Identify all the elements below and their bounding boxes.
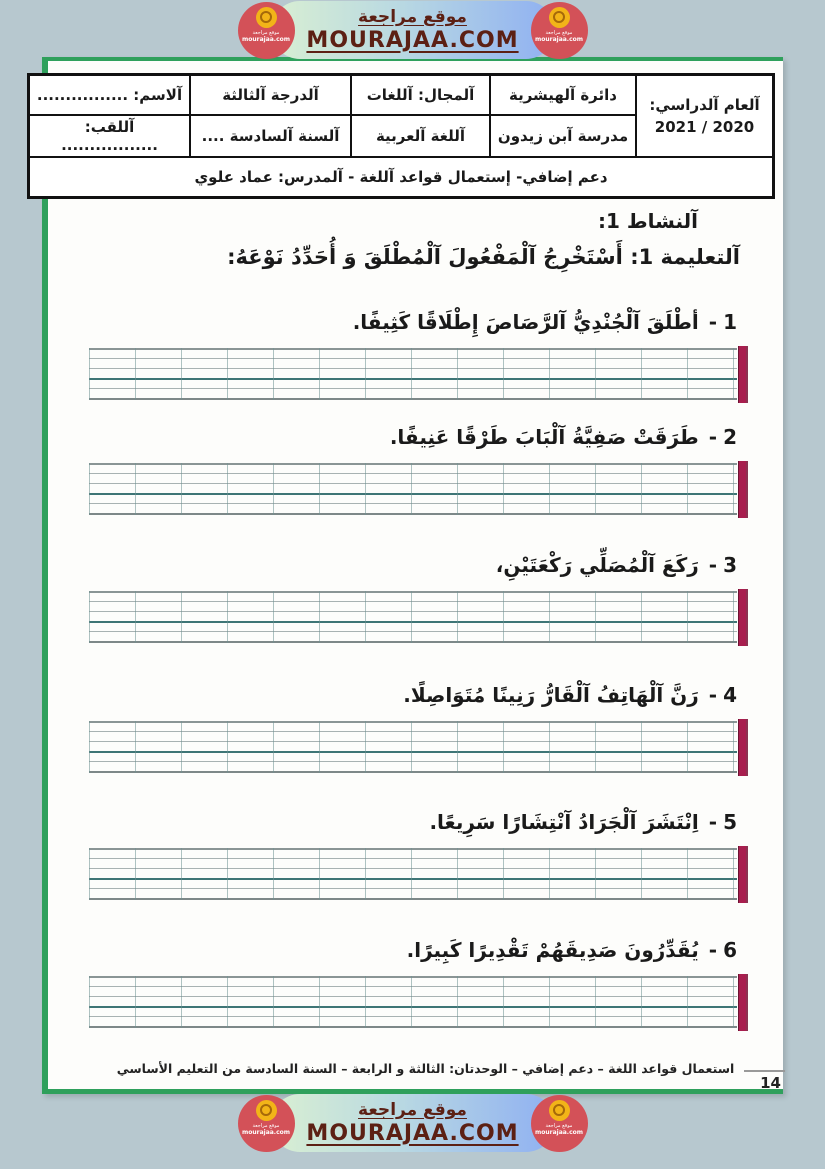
school-cell: مدرسة آبن زيدون <box>490 115 636 157</box>
mourajaa-logo-badge <box>238 2 295 59</box>
writing-lines <box>89 721 737 773</box>
margin-bar <box>738 461 748 518</box>
number-separator: - <box>708 938 718 962</box>
number-separator: - <box>708 310 718 334</box>
margin-bar <box>738 589 748 646</box>
top-site-banner <box>0 1 825 59</box>
field-cell: آلمجال: آللغات <box>351 75 490 116</box>
mourajaa-logo-icon <box>549 1100 570 1121</box>
margin-bar <box>738 846 748 903</box>
writing-lines <box>89 591 737 643</box>
number-separator: - <box>708 810 718 834</box>
subject-cell: آللغة آلعربية <box>351 115 490 157</box>
margin-bar <box>738 719 748 776</box>
exercise-item <box>89 807 737 900</box>
exercise-sentence <box>89 550 737 580</box>
writing-lines <box>89 463 737 515</box>
worksheet-page <box>36 57 783 1094</box>
school-year-value: 2021 / 2020 <box>654 118 755 136</box>
mourajaa-logo-icon <box>256 7 277 28</box>
exercise-item <box>89 680 737 773</box>
sentence-text: طَرَقَتْ صَفِيَّةُ آلْبَابَ طَرْقًا عَنِيفًا. <box>389 425 699 449</box>
activity-instruction: آلتعليمة 1: أَسْتَخْرِجُ آلْمَفْعُولَ آلْمُطْلَقَ وَ أُحَدِّدُ نَوْعَهُ: <box>227 245 740 269</box>
page-number: 14 <box>744 1070 785 1092</box>
exercise-item <box>89 307 737 400</box>
logo-small-arabic: موقع مراجعة <box>545 29 573 36</box>
document-footer-text: استعمال قواعد اللغة – دعم إضافي – الوحدتان: الثالثة و الرابعة – السنة السادسة من التعليم الأساسي <box>116 1061 735 1076</box>
site-name-arabic: موقع مراجعة <box>358 6 467 27</box>
exercise-number: 3 <box>723 553 737 577</box>
logo-small-url: mourajaa.com <box>241 35 291 43</box>
header-info-table <box>27 73 775 199</box>
sentence-text: أطْلَقَ آلْجُنْدِيُّ آلرَّصَاصَ إِطْلَاقًا كَثِيفًا. <box>352 310 699 334</box>
margin-bar <box>738 974 748 1031</box>
site-name-url: MOURAJAA.COM <box>306 1120 519 1146</box>
number-separator: - <box>708 425 718 449</box>
exercise-number: 5 <box>723 810 737 834</box>
exercise-number: 4 <box>723 683 737 707</box>
activity-title: آلنشاط 1: <box>597 209 698 233</box>
logo-small-arabic: موقع مراجعة <box>545 1122 573 1129</box>
site-name-pill <box>271 1 555 59</box>
logo-small-url: mourajaa.com <box>241 1128 291 1136</box>
support-line-cell: دعم إضافي- إستعمال قواعد آللغة - آلمدرس: عماد علوي <box>29 157 774 198</box>
grade-cell: آلدرجة آلثالثة <box>190 75 351 116</box>
school-year-cell <box>636 75 774 158</box>
margin-bar <box>738 346 748 403</box>
logo-small-url: mourajaa.com <box>534 35 584 43</box>
sentence-text: يُقَدِّرُونَ صَدِيقَهُمْ تَقْدِيرًا كَبِيرًا. <box>406 938 699 962</box>
exercise-number: 1 <box>723 310 737 334</box>
level-cell: آلسنة آلسادسة .... <box>190 115 351 157</box>
mourajaa-logo-icon <box>256 1100 277 1121</box>
bottom-site-banner <box>0 1094 825 1152</box>
logo-small-arabic: موقع مراجعة <box>252 1122 280 1129</box>
mourajaa-logo-badge <box>531 2 588 59</box>
student-name-cell: آلاسم: ................ <box>29 75 191 116</box>
writing-lines <box>89 976 737 1028</box>
number-separator: - <box>708 553 718 577</box>
exercise-sentence <box>89 307 737 337</box>
logo-small-url: mourajaa.com <box>534 1128 584 1136</box>
sentence-text: رَكَعَ آلْمُصَلِّي رَكْعَتَيْنِ، <box>495 553 699 577</box>
exercise-item <box>89 935 737 1028</box>
exercise-item <box>89 422 737 515</box>
school-year-label: آلعام آلدراسي: <box>649 96 760 114</box>
logo-small-arabic: موقع مراجعة <box>252 29 280 36</box>
sentence-text: اِنْتَشَرَ آلْجَرَادُ آنْتِشَارًا سَرِيعًا. <box>429 810 699 834</box>
writing-lines <box>89 848 737 900</box>
writing-lines <box>89 348 737 400</box>
exercise-sentence <box>89 807 737 837</box>
mourajaa-logo-icon <box>549 7 570 28</box>
exercise-item <box>89 550 737 643</box>
number-separator: - <box>708 683 718 707</box>
exercise-sentence <box>89 935 737 965</box>
site-name-pill <box>271 1094 555 1152</box>
mourajaa-logo-badge <box>238 1095 295 1152</box>
mourajaa-logo-badge <box>531 1095 588 1152</box>
sentence-text: رَنَّ آلْهَاتِفُ آلْقَارُّ رَنِينًا مُتَوَاصِلًا. <box>403 683 699 707</box>
exercise-sentence <box>89 680 737 710</box>
site-name-arabic: موقع مراجعة <box>358 1099 467 1120</box>
exercise-number: 2 <box>723 425 737 449</box>
exercise-number: 6 <box>723 938 737 962</box>
exercise-sentence <box>89 422 737 452</box>
student-surname-cell: آللقب: ................. <box>29 115 191 157</box>
district-cell: دائرة آلهيشرية <box>490 75 636 116</box>
site-name-url: MOURAJAA.COM <box>306 27 519 53</box>
